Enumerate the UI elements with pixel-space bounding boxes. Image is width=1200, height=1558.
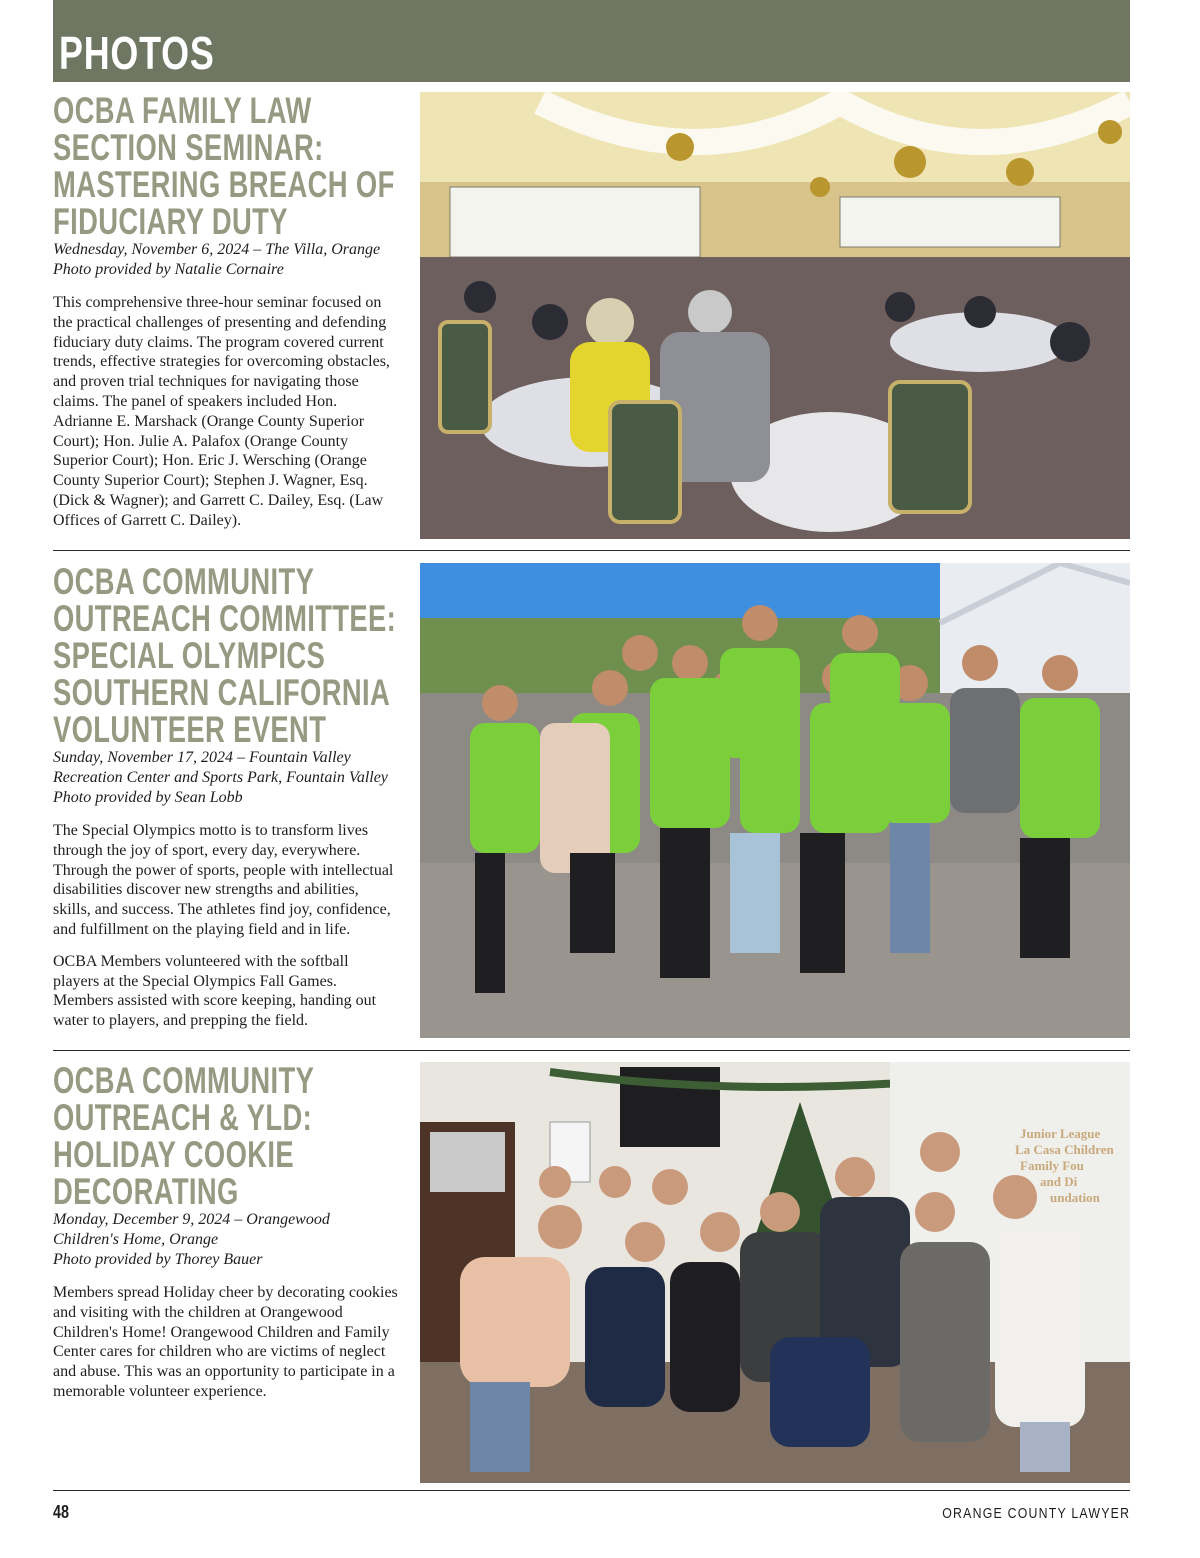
photo-credit: Photo provided by Sean Lobb <box>53 789 243 806</box>
body-paragraph: OCBA Members volunteered with the softball players at the Special Olympics Fall Games. Members assisted with score keeping, handing out water to players, and prepping the field. <box>53 952 377 1030</box>
article-headline: OCBA COMMUNITY OUTREACH COMMITTEE: SPECIAL OLYMPICS SOUTHERN CALIFORNIA VOLUNTEER EVENT <box>53 561 397 750</box>
banquet-photo <box>420 92 1130 539</box>
photo-credit: Photo provided by Natalie Cornaire <box>53 261 284 278</box>
section-divider <box>53 1050 1130 1051</box>
volunteer-group-photo <box>420 563 1130 1038</box>
article-text <box>53 1062 398 1402</box>
body-paragraph: This comprehensive three-hour seminar focused on the practical challenges of presenting and defending fiduciary duty claims. The program covered current trends, effective strategies for overcoming obstacles, and proven trial techniques for navigating those claims. The panel of speakers included Hon. Adrianne E. Marshack (Orange County Superior Court); Hon. Julie A. Palafox (Orange County Superior Court); Hon. Eric J. Wersching (Orange County Superior Court); Stephen J. Wagner, Esq. (Dick & Wagner); and Garrett C. Dailey, Esq. (Law Offices of Garrett C. Dailey). <box>53 294 390 529</box>
article-headline: OCBA COMMUNITY OUTREACH & YLD: HOLIDAY COOKIE DECORATING <box>53 1060 314 1212</box>
header-banner <box>53 0 1130 82</box>
article-section <box>53 563 1130 1038</box>
article-text <box>53 92 398 531</box>
body-paragraph: The Special Olympics motto is to transform lives through the joy of sport, every day, everywhere. Through the power of sports, people with intellectual disabilities discover new strengths and abilities, skills, and success. The athletes find joy, confidence, and fulfillment on the playing field and in life. <box>53 822 394 938</box>
footer-rule <box>53 1490 1130 1491</box>
page-number: 48 <box>53 1502 70 1522</box>
section-divider <box>53 550 1130 551</box>
article-section <box>53 1062 1130 1483</box>
photo-credit: Photo provided by Thorey Bauer <box>53 1251 263 1268</box>
wall-donor-text: Junior League La Casa Children Family Fou and Di undation <box>1015 1126 1114 1205</box>
article-text <box>53 563 398 1031</box>
article-headline: OCBA FAMILY LAW SECTION SEMINAR: MASTERING BREACH OF FIDUCIARY DUTY <box>53 90 395 242</box>
publication-name: ORANGE COUNTY LAWYER <box>942 1505 1130 1522</box>
page-title: PHOTOS <box>59 27 215 79</box>
article-section <box>53 92 1130 539</box>
cookie-decorating-photo <box>420 1062 1130 1483</box>
body-paragraph: Members spread Holiday cheer by decorating cookies and visiting with the children at Orangewood Children's Home! Orangewood Children and Family Center cares for children who are victims of neglect and abuse. This was an opportunity to participate in a memorable volunteer experience. <box>53 1284 398 1400</box>
date-location: Wednesday, November 6, 2024 – The Villa, Orange <box>53 241 381 258</box>
date-location: Sunday, November 17, 2024 – Fountain Valley Recreation Center and Sports Park, Fountain Valley <box>53 749 388 786</box>
date-location: Monday, December 9, 2024 – Orangewood Children's Home, Orange <box>53 1211 330 1248</box>
